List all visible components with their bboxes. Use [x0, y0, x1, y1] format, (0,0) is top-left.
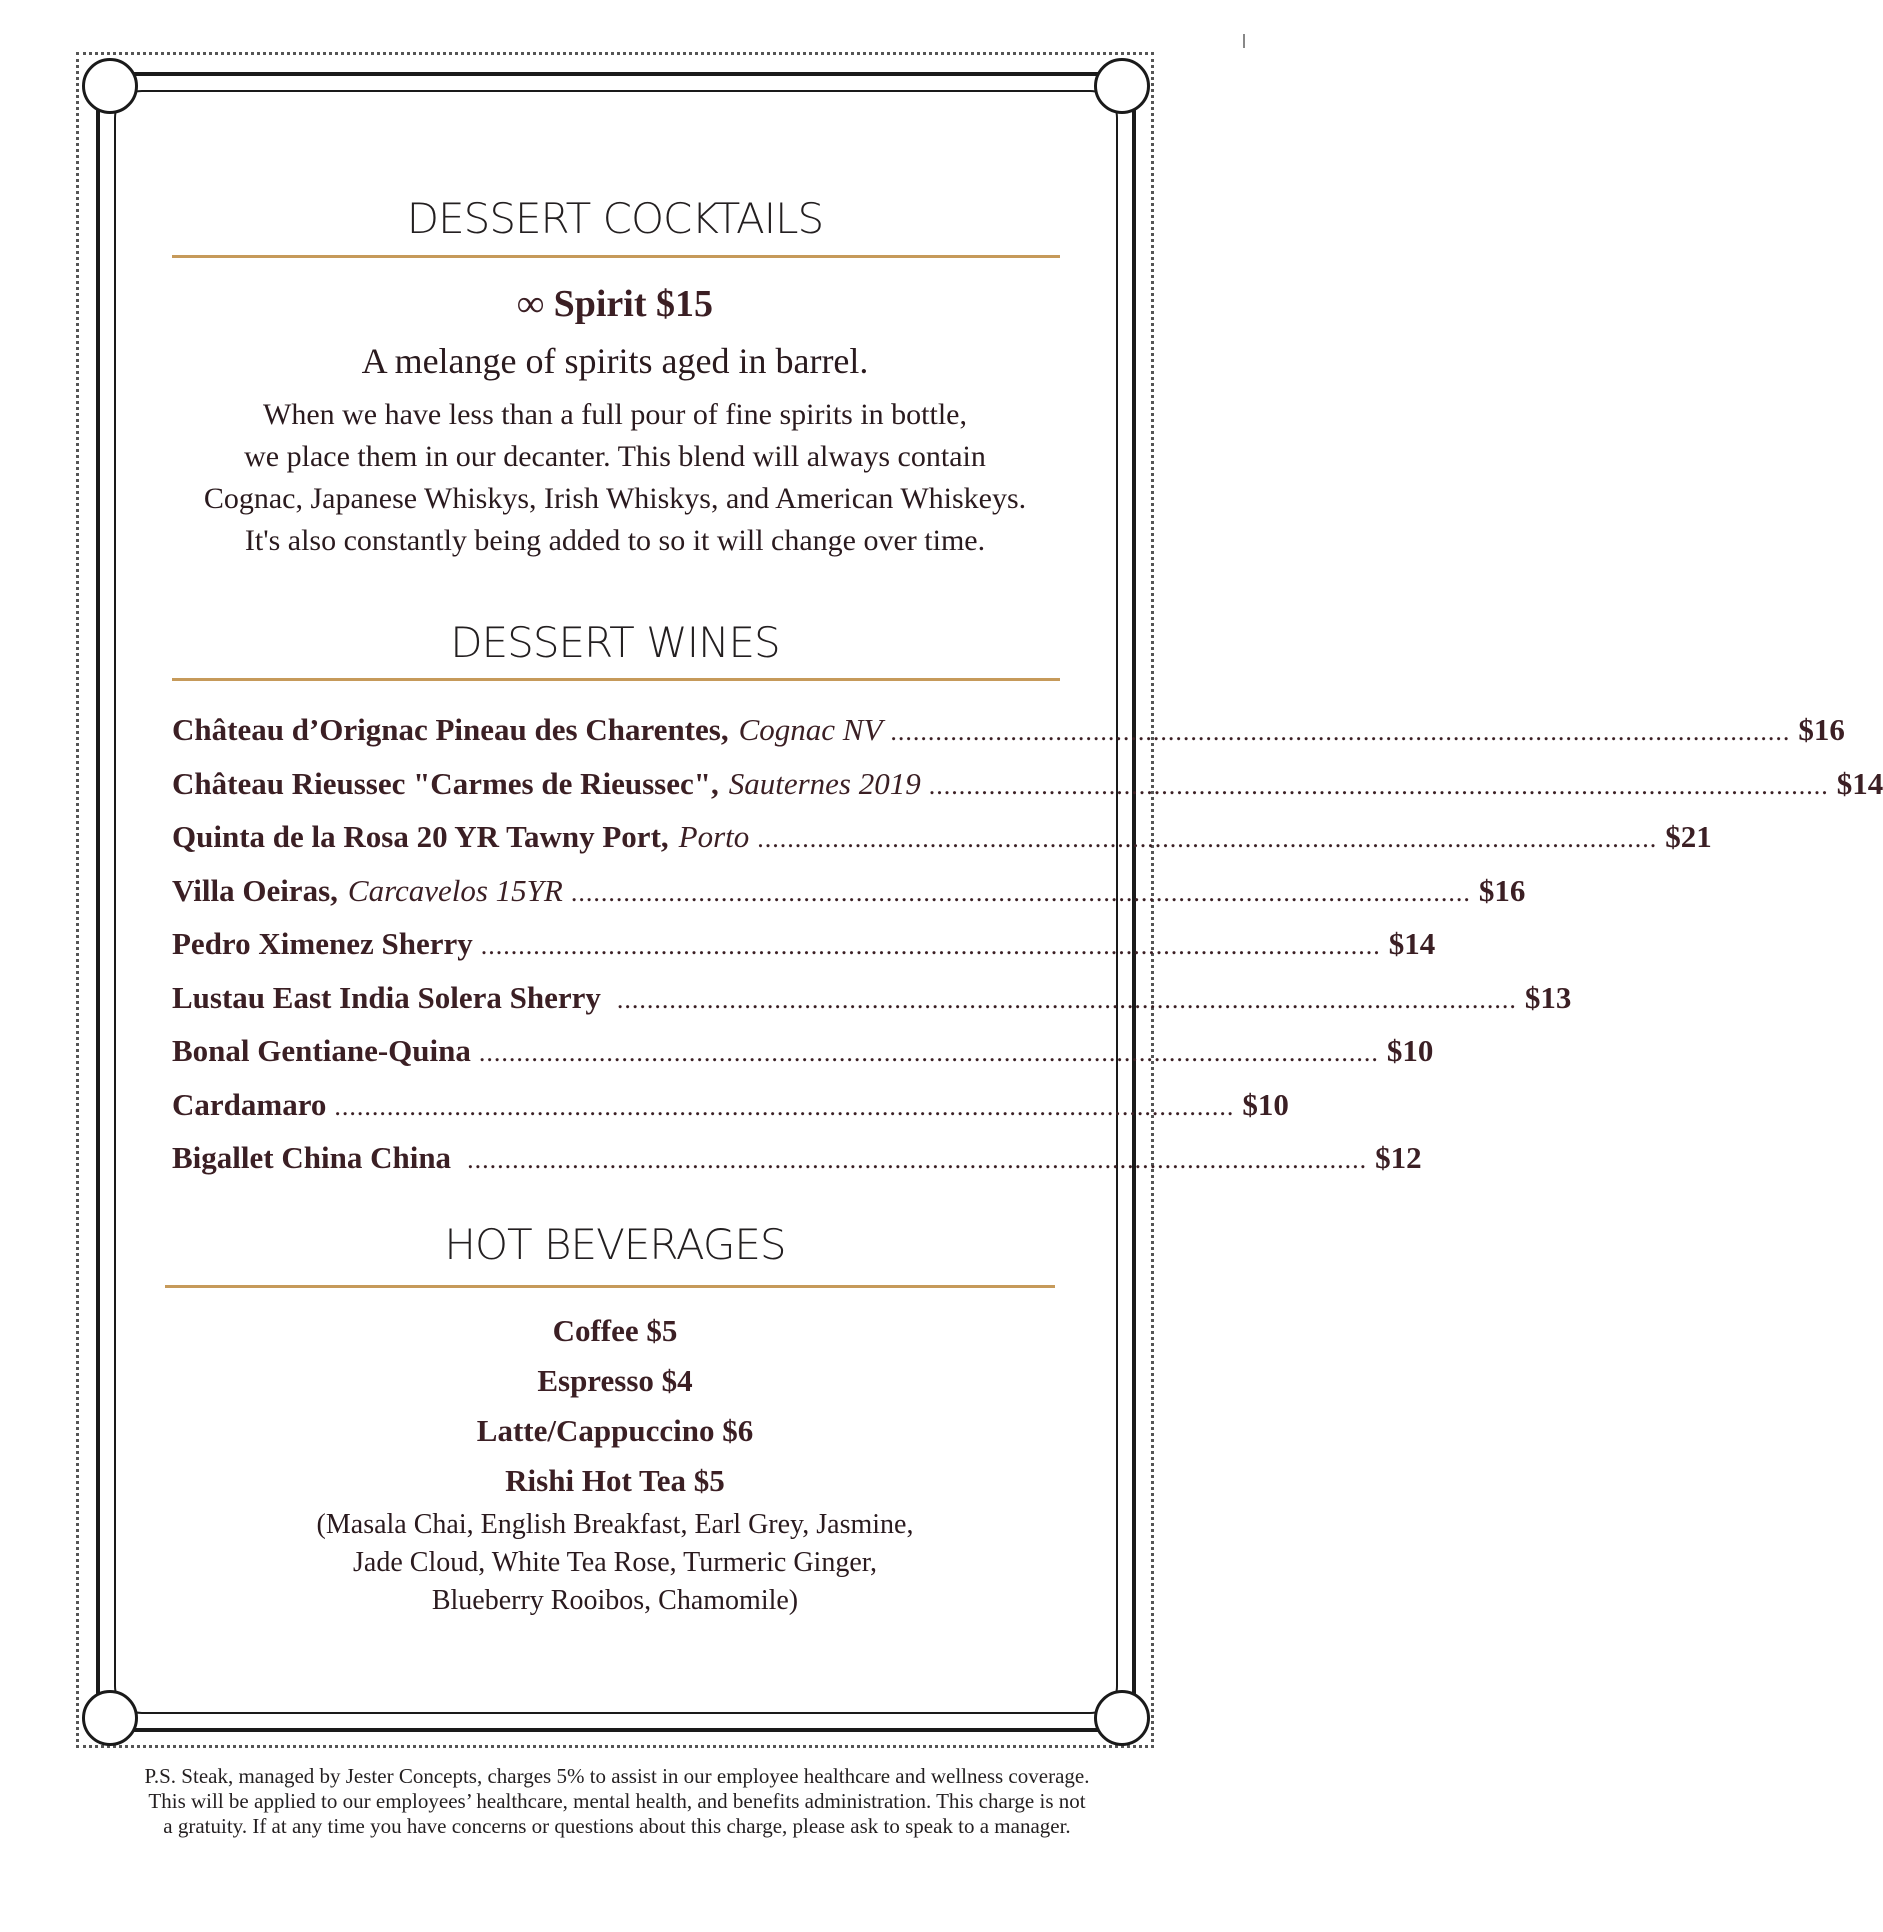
- wines-divider: [172, 678, 1060, 681]
- wine-row: [172, 712, 1845, 766]
- tea-note-line: (Masala Chai, English Breakfast, Earl Grey, Jasmine,: [316, 1509, 914, 1540]
- hot-beverage-item: Latte/Cappuccino $6: [476, 1413, 754, 1448]
- wine-row: [172, 1033, 1434, 1087]
- corner-ornament-bottom-left: [82, 1690, 138, 1746]
- wine-name: Bonal Gentiane-Quina: [172, 1033, 471, 1068]
- tea-note-line: Blueberry Rooibos, Chamomile): [431, 1585, 799, 1616]
- tea-note-line: Jade Cloud, White Tea Rose, Turmeric Ginger,: [353, 1547, 877, 1578]
- wine-name: Pedro Ximenez Sherry: [172, 926, 473, 961]
- corner-ornament-bottom-right: [1094, 1690, 1150, 1746]
- hot-beverage-item: Rishi Hot Tea $5: [505, 1463, 725, 1498]
- wine-price: $10: [1242, 1086, 1289, 1122]
- dot-leader: ........................................................................................................................: [757, 824, 1658, 853]
- dot-leader: ........................................................................................................................: [890, 717, 1791, 746]
- wine-price: $13: [1524, 979, 1572, 1015]
- dot-leader: ........................................................................................................................: [478, 1038, 1379, 1067]
- wine-name: Château d’Orignac Pineau des Charentes,: [172, 712, 729, 747]
- description-line: When we have less than a full pour of fine spirits in bottle,: [263, 398, 967, 431]
- hot-beverage-item: Coffee $5: [552, 1313, 678, 1348]
- wine-price: $14: [1388, 926, 1436, 961]
- wine-row: [172, 1140, 1422, 1194]
- wine-region: Cognac NV: [738, 712, 883, 747]
- wine-name: Lustau East India Solera Sherry: [172, 979, 601, 1015]
- wine-row: [172, 872, 1526, 927]
- dot-leader: ........................................................................................................................: [334, 1091, 1235, 1121]
- corner-ornament-top-left: [82, 58, 138, 114]
- tea-varieties-note: [150, 1506, 1080, 1620]
- hot-beverages-divider: [165, 1285, 1055, 1288]
- wine-row: [172, 979, 1572, 1034]
- hot-beverages-section-title: HOT BEVERAGES: [444, 1220, 786, 1269]
- healthcare-charge-notice: [40, 1764, 1194, 1839]
- corner-ornament-top-right: [1094, 58, 1150, 114]
- footer-line: P.S. Steak, managed by Jester Concepts, charges 5% to assist in our employee healthcare and wellness coverage.: [144, 1764, 1090, 1788]
- wine-price: $12: [1375, 1140, 1422, 1175]
- dot-leader: ........................................................................................................................: [616, 984, 1517, 1014]
- cocktails-section-title: DESSERT COCKTAILS: [406, 194, 824, 243]
- wine-row: [172, 1086, 1289, 1141]
- wine-price: $16: [1798, 712, 1845, 747]
- wine-name: Quinta de la Rosa 20 YR Tawny Port,: [172, 819, 669, 854]
- hot-beverage-item: Espresso $4: [537, 1363, 693, 1398]
- wine-row: [172, 765, 1883, 820]
- description-line: we place them in our decanter. This blend will always contain: [244, 440, 986, 473]
- wine-price: $16: [1478, 872, 1526, 908]
- wine-price: $21: [1665, 819, 1712, 854]
- wine-row: [172, 926, 1436, 980]
- wine-list: [172, 712, 1883, 1194]
- cocktails-divider: [172, 255, 1060, 258]
- wine-price: $14: [1836, 765, 1883, 801]
- wine-name: Château Rieussec "Carmes de Rieussec",: [172, 765, 719, 801]
- footer-line: a gratuity. If at any time you have concerns or questions about this charge, please ask to speak to a manager.: [163, 1814, 1071, 1838]
- wine-row: [172, 819, 1712, 873]
- spirit-description: [150, 394, 1080, 562]
- description-line: It's also constantly being added to so it will change over time.: [244, 524, 986, 557]
- dot-leader: ........................................................................................................................: [467, 1145, 1368, 1174]
- wine-name: Cardamaro: [172, 1086, 327, 1122]
- dot-leader: ........................................................................................................................: [480, 931, 1381, 960]
- dot-leader: ........................................................................................................................: [928, 770, 1829, 800]
- footer-line: This will be applied to our employees’ healthcare, mental health, and benefits administration. This charge is not: [148, 1789, 1086, 1813]
- description-line: Cognac, Japanese Whiskys, Irish Whiskys, and American Whiskeys.: [203, 482, 1027, 515]
- wine-region: Carcavelos 15YR: [347, 872, 563, 908]
- wine-price: $10: [1386, 1033, 1434, 1068]
- wines-section-title: DESSERT WINES: [450, 618, 780, 667]
- dot-leader: ........................................................................................................................: [570, 877, 1471, 907]
- spirit-item-subtitle: A melange of spirits aged in barrel.: [361, 341, 869, 381]
- hot-beverages-list: [150, 1306, 1080, 1506]
- wine-name: Villa Oeiras,: [172, 872, 338, 908]
- wine-name: Bigallet China China: [172, 1140, 452, 1175]
- spirit-item-title: ∞ Spirit $15: [517, 283, 713, 325]
- wine-region: Sauternes 2019: [728, 765, 921, 801]
- page-edge-mark: [1243, 34, 1245, 48]
- wine-region: Porto: [678, 819, 750, 854]
